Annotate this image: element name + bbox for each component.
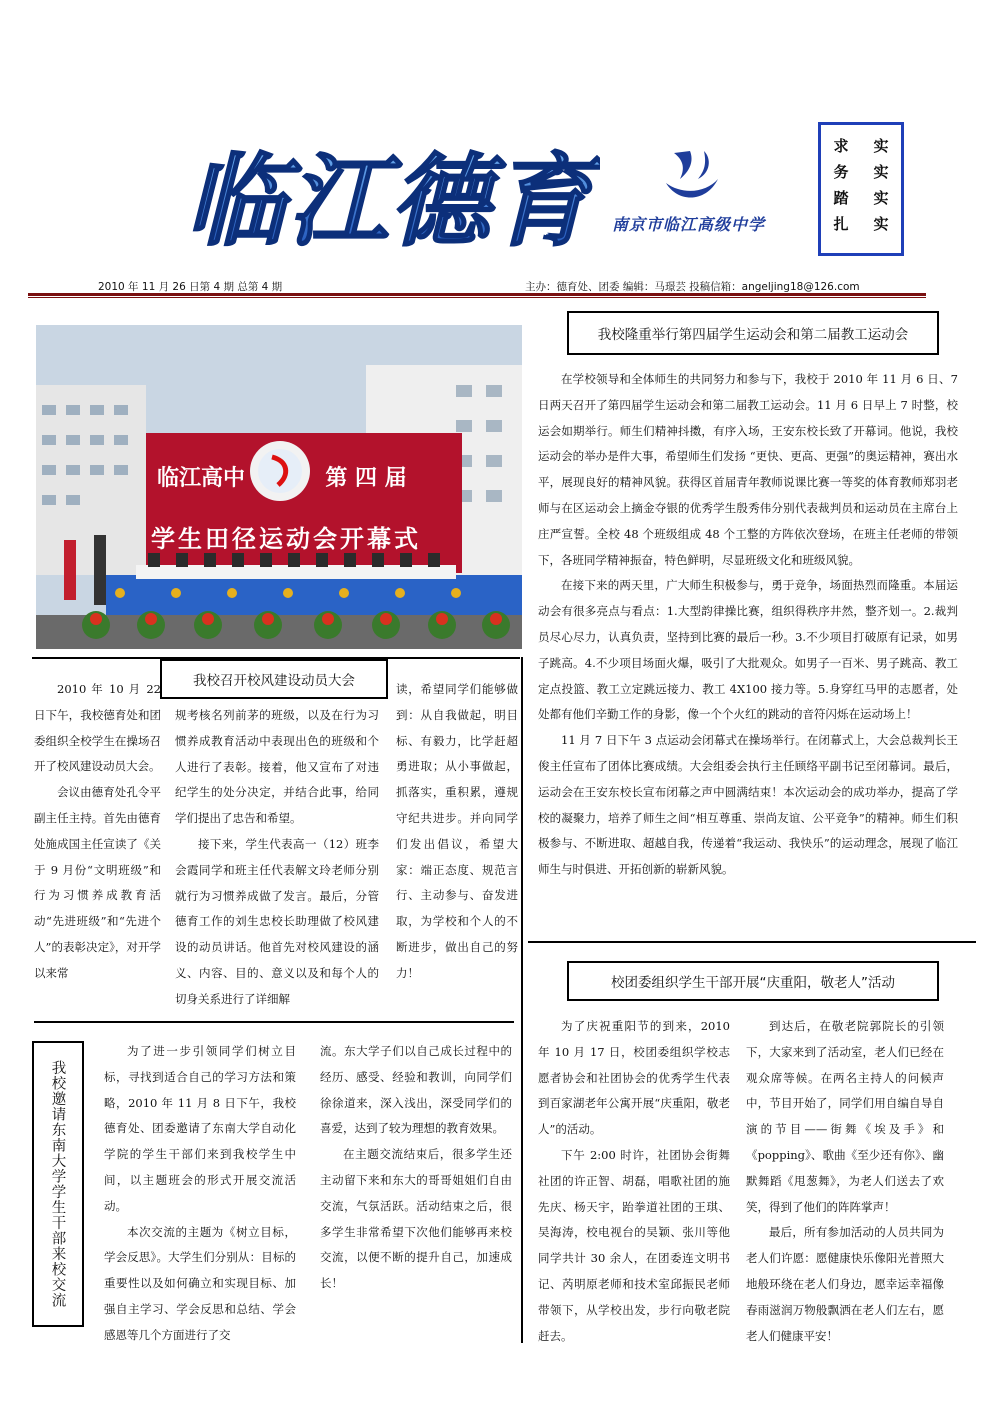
motto-char: 实 (873, 137, 889, 155)
meeting-article-col1 (34, 677, 161, 987)
paragraph: 在主题交流结束后，很多学生还主动留下来和东大的哥哥姐姐们自由交流，气氛活跃。活动结束之后，很多学生非常希望下次他们能够再来校交流，以便不断的提升自己，加速成长！ (320, 1147, 512, 1291)
motto-char: 实 (873, 189, 889, 207)
university-article-col1 (104, 1039, 296, 1349)
school-name: 南京市临江高级中学 (612, 215, 766, 234)
paragraph: 11 月 7 日下午 3 点运动会闭幕式在操场举行。在闭幕式上，大会总裁判长王俊主任宣布了团体比赛成绩。大会组委会执行主任顾络平副书记至闭幕词。最后，运动会在王安东校长宣布闭幕之声中圆满结束！本次运动会的成功举办，提高了学校的凝聚力，培养了师生之间“相互尊重、崇尚友谊、公平竞争”的精神。师生们积极参与、不断进取、超越自我，传递着“我运动、我快乐”的运动理念，展现了临江师生与时俱进、开拓创新的崭新风貌。 (538, 733, 958, 877)
masthead-rule (28, 293, 926, 296)
motto-char: 踏 (833, 189, 849, 207)
motto-row (821, 133, 901, 159)
university-article-heading-text: 我校邀请东南大学学生干部来校交流 (49, 1060, 66, 1308)
meeting-article-heading (160, 659, 388, 699)
sports-article-heading (567, 311, 939, 355)
motto-char: 求 (833, 137, 849, 155)
sports-article-body (538, 367, 958, 883)
paragraph: 规考核名列前茅的班级，以及在行为习惯养成教育活动中表现出色的班级和个人进行了表彰。接着，他又宣布了对违纪学生的处分决定，并结合此事，给同学们提出了忠告和希望。 (175, 708, 379, 826)
school-logo-icon (660, 145, 722, 207)
elderly-article-col2 (746, 1014, 944, 1349)
paragraph: 在接下来的两天里，广大师生积极参与，勇于竞争，场面热烈而隆重。本届运动会有很多亮点与看点：1.大型韵律操比赛，组织得秩序井然，整齐划一。2.裁判员尽心尽力，认真负责，坚持到比赛的最后一秒。3.不少项目打破原有记录，如男子跳高。4.不少项目场面火爆，吸引了大批观众。如男子一百米、男子跳高、教工定点投篮、教工立定跳远接力、教工 4X100 接力等。5.身穿红马甲的志愿者，处处都有他们辛勤工作的身影，像一个个火红的跳动的音符闪烁在运动场上！ (538, 578, 958, 722)
banner-line1-left: 临江高中 (156, 466, 246, 491)
paragraph: 接下来，学生代表高一（12）班李会霞同学和班主任代表解文玲老师分别就行为习惯养成做了发言。最后，分管德育工作的刘生忠校长助理做了校风建设的动员讲话。他首先对校风建设的涵义、内容、目的、意义以及和每个人的切身关系进行了详细解 (175, 836, 379, 1006)
university-article-heading (32, 1041, 84, 1327)
paragraph: 在学校领导和全体师生的共同努力和参与下，我校于 2010 年 11 月 6 日、7 日两天召开了第四届学生运动会和第二届教工运动会。11 月 6 日早上 7 时整，校运会如期举行。师生们精神抖擞，有序入场，王安东校长致了开幕词。他说，我校运动会的举办是件大事，希望师生们发扬 “更快、更高、更强”的奥运精神，赛出水平，展现良好的精神风貌。获得区首届青年教师说课比赛一等奖的体育教师郑羽老师与在区运动会上摘金夺银的优秀学生殷秀伟分别代表裁判员和运动员在主席台上庄严宣誓。全校 48 个班级组成 48 个工整的方阵依次登场，在班主任老师的带领下，各班同学精神振奋，特色鲜明，尽显班级文化和班级风貌。 (538, 372, 958, 567)
masthead-title-text: 临江德育 (186, 143, 594, 260)
motto-row (821, 159, 901, 185)
sports-article-heading-text: 我校隆重举行第四届学生运动会和第二届教工运动会 (597, 327, 909, 343)
paragraph: 流。东大学子们以自己成长过程中的经历、感受、经验和教训，向同学们徐徐道来，深入浅出，深受同学们的喜爱，达到了较为理想的教育效果。 (320, 1044, 512, 1136)
masthead-rule-thin (28, 297, 926, 298)
banner-line2: 学生田径运动会开幕式 (151, 525, 421, 553)
motto-row (821, 185, 901, 211)
meeting-article-col2 (175, 703, 379, 1013)
opening-ceremony-image (36, 325, 522, 649)
section-rule (528, 941, 976, 943)
motto-char: 实 (873, 163, 889, 181)
motto-char: 务 (833, 163, 849, 181)
paragraph: 为了进一步引领同学们树立目标，寻找到适合自己的学习方法和策略，2010 年 11 月 8 日下午，我校德育处、团委邀请了东南大学自动化学院的学生干部们来到我校学生中间，以主题班会的形式开展交流活动。 (104, 1044, 296, 1213)
paragraph: 本次交流的主题为《树立目标，学会反思》。大学生们分别从：目标的重要性以及如何确立和实现目标、加强自主学习、学会反思和总结、学会感恩等几个方面进行了交 (104, 1224, 296, 1342)
issue-info: 2010 年 11 月 26 日第 4 期 总第 4 期 (98, 281, 283, 293)
masthead-title (180, 118, 600, 278)
editor-info: 主办：德育处、团委 编辑：马璟芸 投稿信箱：angeljing18@126.com (525, 281, 860, 293)
motto-box (818, 122, 904, 256)
banner-line1-right: 第 四 届 (325, 466, 407, 491)
masthead-title-art (180, 118, 600, 278)
paragraph: 2010 年 10 月 22 日下午，我校德育处和团委组织全校学生在操场召开了校风建设动员大会。 (34, 682, 161, 774)
elderly-article-col1 (538, 1014, 730, 1349)
elderly-article-heading-text: 校团委组织学生干部开展“庆重阳，敬老人”活动 (611, 975, 895, 991)
meeting-article-col3 (396, 677, 518, 987)
paragraph: 读，希望同学们能够做到：从自我做起，明目标、有毅力，比学赶超勇进取；从小事做起，抓落实，重积累，遵规守纪共进步。并向同学们发出倡议，希望大家：端正态度、规范言行、主动参与、奋发进取，为学校和个人的不断进步，做出自己的努力！ (396, 682, 518, 980)
motto-char: 扎 (833, 215, 849, 233)
opening-ceremony-photo (36, 325, 522, 649)
motto-row (821, 211, 901, 237)
section-rule (34, 1021, 514, 1023)
paragraph: 为了庆祝重阳节的到来，2010 年 10 月 17 日，校团委组织学校志愿者协会和社团协会的优秀学生代表到百家湖老年公寓开展“庆重阳，敬老人”的活动。 (538, 1019, 730, 1137)
paragraph: 最后，所有参加活动的人员共同为老人们许愿：愿健康快乐像阳光普照大地般环绕在老人们身边，愿幸运幸福像春雨滋润万物般飘洒在老人们左右，愿老人们健康平安！ (746, 1225, 944, 1343)
paragraph: 到达后，在敬老院郭院长的引领下，大家来到了活动室，老人们已经在观众席等候。在两名主持人的问候声中，节目开始了，同学们用自编自导自演的节目——街舞《埃及手》和《popping》、歌曲《至少还有你》、幽默舞蹈《甩葱舞》，为老人们送去了欢笑，得到了他们的阵阵掌声！ (746, 1019, 944, 1214)
meeting-article-heading-text: 我校召开校风建设动员大会 (193, 673, 355, 689)
column-rule (521, 657, 523, 1343)
paragraph: 下午 2:00 时许，社团协会街舞社团的许正智、胡磊，唱歌社团的施先庆、杨天宇，跆拳道社团的王琪、吴海涛，校电视台的吴颖、张川等他同学共计 30 余人，在团委连文明书记、芮明原老师和技术室邱振民老师带领下，从学校出发，步行向敬老院赶去。 (538, 1147, 730, 1343)
paragraph: 会议由德育处孔令平副主任主持。首先由德育处施成国主任宣读了《关于 9 月份“文明班级”和行为习惯养成教育活动“先进班级”和“先进个人”的表彰决定》，对开学以来常 (34, 785, 161, 980)
motto-char: 实 (873, 215, 889, 233)
elderly-article-heading (567, 961, 939, 1001)
university-article-col2 (320, 1039, 512, 1297)
